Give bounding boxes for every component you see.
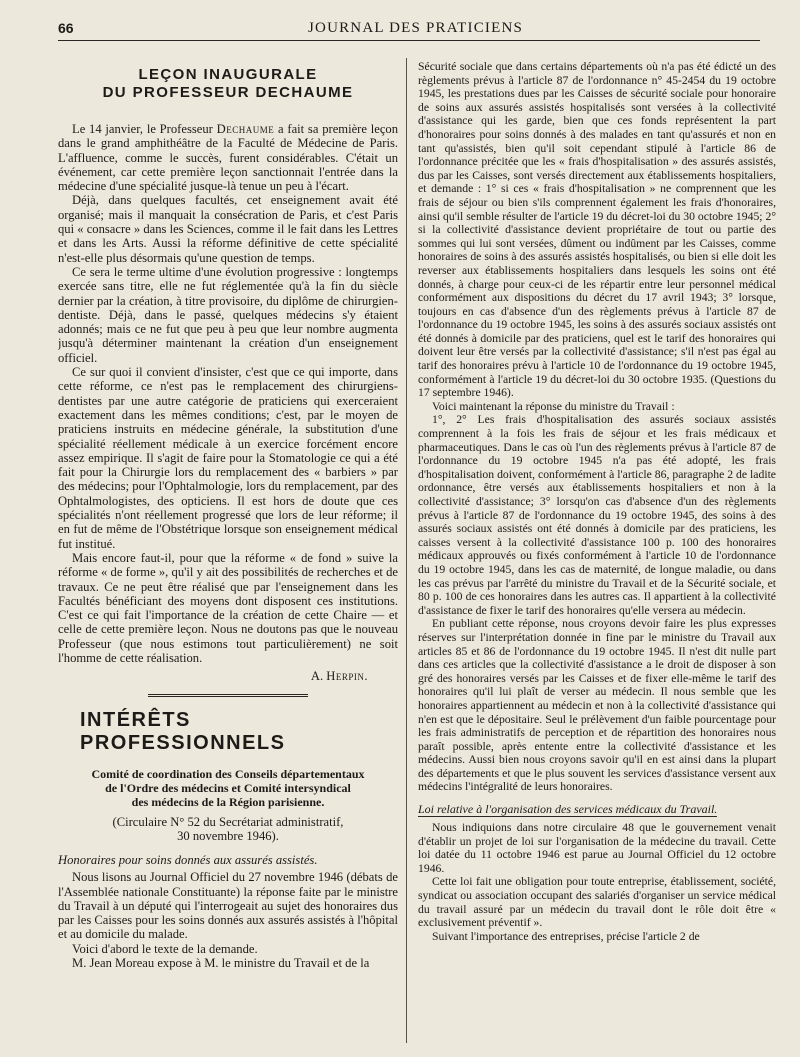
circular-line-1: (Circulaire N° 52 du Secrétariat administratif, xyxy=(112,815,344,830)
circular-reference xyxy=(58,815,398,843)
column-divider xyxy=(406,58,407,1043)
page-number: 66 xyxy=(58,20,74,36)
lecon-title-line2: DU PROFESSEUR DECHAUME xyxy=(102,84,354,101)
honoraires-subheading: Honoraires pour soins donnés aux assurés assistés. xyxy=(58,853,318,868)
loi-subheading xyxy=(418,802,776,817)
lecon-p1-start: Le 14 janvier, le Professeur xyxy=(72,122,217,136)
interets-paragraph-1: Nous lisons au Journal Officiel du 27 novembre 1946 (débats de l'Assemblée nationale Constituante) la réponse faite par le ministre du Travail à un député qui l'interrogeait au sujet des honoraires dus par les Caisses pour les soins donnés aux assurés assistés à l'hôpital et au domicile du malade. xyxy=(58,870,398,942)
right-paragraph-5: Nous indiquions dans notre circulaire 48 que le gouvernement venait d'établir un projet de loi sur l'organisation de la médecine du travail. Cette loi datée du 11 octobre 1946 est parue au Journal Officiel du 12 octobre 1946. xyxy=(418,821,776,875)
lecon-title xyxy=(58,66,398,102)
right-paragraph-2: Voici maintenant la réponse du ministre du Travail : xyxy=(432,399,675,413)
committee-line-1: Comité de coordination des Conseils départementaux xyxy=(91,767,365,782)
page-header xyxy=(58,14,760,41)
journal-title: JOURNAL DES PRATICIENS xyxy=(308,20,524,36)
lecon-paragraph-2: Déjà, dans quelques facultés, cet enseignement avait été organisé; mais il manquait la consécration de Paris, et c'est Paris qui « consacre » dans les Sciences, comme il le fait dans les Lettres et dans les Arts. Aussi la réforme définitive de cette spécialité n'est-elle plus désormais qu'une question de temps. xyxy=(58,193,398,265)
committee-line-3: des médecins de la Région parisienne. xyxy=(131,795,325,810)
lecon-title-line1: LEÇON INAUGURALE xyxy=(138,66,318,83)
section-rule xyxy=(148,694,308,697)
loi-subheading-text: Loi relative à l'organisation des services médicaux du Travail. xyxy=(418,802,718,817)
lecon-paragraph-3: Ce sera le terme ultime d'une évolution progressive : longtemps exercée sans titre, elle ne fut réglementée qu'à la fin du siècle dernier par la création, à titre provisoire, du diplôme de chirurgien-dentiste. Déjà, dans le passé, quelques médecins s'y étaient adonnés; mais ce ne fut que peu à peu que leur nombre augmenta jusqu'à déterminer maintenant la création d'un enseignement officiel. xyxy=(58,264,398,365)
interets-paragraph-3: M. Jean Moreau expose à M. le ministre du Travail et de la xyxy=(72,956,370,971)
lecon-p1-rest: a fait sa première leçon dans le grand amphithéâtre de la Faculté de Médecine de Paris. L'affluence, comme le succès, furent considérables. C'était un événement, car cette première leçon sanctionnait l'entrée dans la médecine d'une spécialité jusque-là tenue un peu à l'écart. xyxy=(58,122,398,194)
lecon-paragraph-5: Mais encore faut-il, pour que la réforme « de fond » suive la réforme « de forme », qu'il y ait des possibilités de recherches et de travaux. Ce ne peut être réalisé que par l'enseignement dans les Facultés bénéficiant des moyens dont disposent ces institutions. C'est ce qui fait l'importance de la création de cette Chaire — et celle de cette première leçon. Nous ne doutons pas que le nouveau Professeur (que nous estimons tout particulièrement) ne soit l'homme de cette réalisation. xyxy=(58,550,398,665)
right-paragraph-6: Cette loi fait une obligation pour toute entreprise, établissement, société, syndicat ou association occupant des salariés d'organiser un service médical du travail assuré par un médecin du travail dont le rôle doit être « exclusivement préventif ». xyxy=(418,875,776,930)
right-paragraph-7: Suivant l'importance des entreprises, précise l'article 2 de xyxy=(432,929,700,943)
signature-name: Herpin. xyxy=(326,669,368,684)
committee-line-2: de l'Ordre des médecins et Comité intersyndical xyxy=(105,781,351,796)
lecon-paragraph-1 xyxy=(58,122,398,193)
professor-name: Dechaume xyxy=(216,122,275,136)
signature xyxy=(58,669,368,684)
right-column xyxy=(418,60,776,1050)
left-column xyxy=(58,60,398,1050)
right-paragraph-1: Sécurité sociale que dans certains départements où n'a pas été édicté un des règlements prévus à l'article 87 de l'ordonnance n° 45-2454 du 19 octobre 1945, les prestations dues par les Caisses de sécurité sociale pour honoraire de soins aux assurés assistés hospitalisés sont versées à la collectivité d'assistance qui les garde, bien que ces fonds représentent la part d'honoraires pour soins donnés à des malades en tant qu'assurés et non en tant qu'assistés, bien qu'il soit cependant stipulé à l'article 86 de l'ordonnance précitée que les « frais d'hospitalisation » des assurés assistés, dus par les Caisses, sont versés directement aux établissements hospitaliers, et demande : 1° si ces « frais d'hospitalisation » ne comprennent que les frais de séjour ou bien s'ils comprennent également les frais d'honoraires, ainsi qu'il semble résulter de l'article 19 du décret-loi du 30 octobre 1945; 2° si la collectivité d'assistance devient propriétaire de tout ou partie des sommes qui lui sont versées, dûment ou indûment par les Caisses, comme honoraires de soins à des assurés assistés hospitalisés, ou bien si elle doit les reverser aux établissements hospitaliers dans lesquels les soins ont été donnés, à charge pour ceux-ci de les répartir entre leur personnel médical conformément aux dispositions du décret du 17 avril 1943; 3° lorsque, toujours en cas d'absence d'un des règlements prévus à l'article 87 de l'ordonnance du 19 octobre 1945, les soins à des assurés sociaux assistés ont été donnés à domicile par des praticiens, quel est le tarif des honoraires qui doivent leur être versés par la collectivité d'assistance; s'il n'est pas égal au tarif des honoraires prévu à l'article 10 de l'ordonnance du 19 octobre 1945, conformément à l'article 19 du décret-loi du 30 octobre 1935. (Questions du 17 septembre 1946). xyxy=(418,60,776,400)
interets-paragraph-2: Voici d'abord le texte de la demande. xyxy=(72,941,258,956)
right-paragraph-3: 1°, 2° Les frais d'hospitalisation des assurés sociaux assistés comprennent à la fois les frais de séjour et les frais médicaux et pharmaceutiques. Dans le cas où l'un des règlements prévus à l'article 87 de l'ordonnance du 19 octobre 1945 n'a pas été adopté, les frais d'hospitalisation doivent, conformément à l'article 86, paragraphe 2 de ladite ordonnance, être versés aux établissements hospitaliers et non à la collectivité d'assistance; 3° lorsqu'on cas d'absence d'un des règlements prévus à l'article 87 de l'ordonnance du 19 octobre 1945, des soins à des assurés sociaux assistés ont été donnés à domicile par des praticiens, les caisses versent à la collectivité d'assistance 100 p. 100 des honoraires médicaux approuvés ou fixés conformément à l'article 10 de l'ordonnance du 19 octobre 1945, dans les cas de maternité, de longue maladie, ou dans les cas prévus par l'arrêté du ministre du Travail et de la Sécurité sociale, et 80 p. 100 de ces honoraires dans les autres cas. Il appartient à la collectivité d'assistance de fixer le tarif des honoraires qu'elle versera au médecin. xyxy=(418,413,776,617)
committee-heading xyxy=(58,767,398,809)
right-paragraph-4: En publiant cette réponse, nous croyons devoir faire les plus expresses réserves sur l'interprétation donnée in fine par le ministre du Travail aux articles 85 et 86 de l'ordonnance du 19 octobre 1945. Il n'est dit nulle part dans ces articles que la collectivité d'assistance a le droit de disposer à son gré des honoraires versés par les Caisses et de fixer elle-même le tarif des honoraires qu'il lui plaît de verser au médecin. Il nous semble que les honoraires appartiennent au médecin et non à la collectivité d'assistance qui n'en est que le dépositaire. Seul le prélèvement d'un faible pourcentage pour les frais administratifs de perception et de répartition des honoraires nous paraît possible, après entente entre la collectivité d'assistance et les médecins. Aussi bien nous croyons savoir qu'il en est ainsi dans la plupart des départements et que le plus souvent les services d'assistance versent aux médecins l'intégralité de leurs honoraires. xyxy=(418,617,776,794)
circular-line-2: 30 novembre 1946). xyxy=(177,829,279,844)
interets-title: INTÉRÊTS PROFESSIONNELS xyxy=(80,709,286,755)
lecon-paragraph-4: Ce sur quoi il convient d'insister, c'est que ce qui importe, dans cette réforme, ce n'est pas le remplacement des chirurgiens-dentistes par une autre catégorie de praticiens qui exerceraient exactement dans les mêmes conditions; c'est, par le moyen de praticiens instruits en médecine générale, la substitution d'une spécialité réellement médicale à un exercice forcément encore assez empirique. Il s'agit de faire pour la Stomatologie ce qui a été fait pour la Chirurgie lors du remplacement des « barbiers » par des médecins; pour l'Ophtalmologie, lors du remplacement, par des Ophtalmologistes, des opticiens. Il est hors de doute que ces spécialités n'ont réellement progressé que lors de leur réforme; il en fut de même de l'Obstétrique lorsque son enseignement médical fut institué. xyxy=(58,365,398,551)
signature-initial: A. xyxy=(310,669,327,684)
